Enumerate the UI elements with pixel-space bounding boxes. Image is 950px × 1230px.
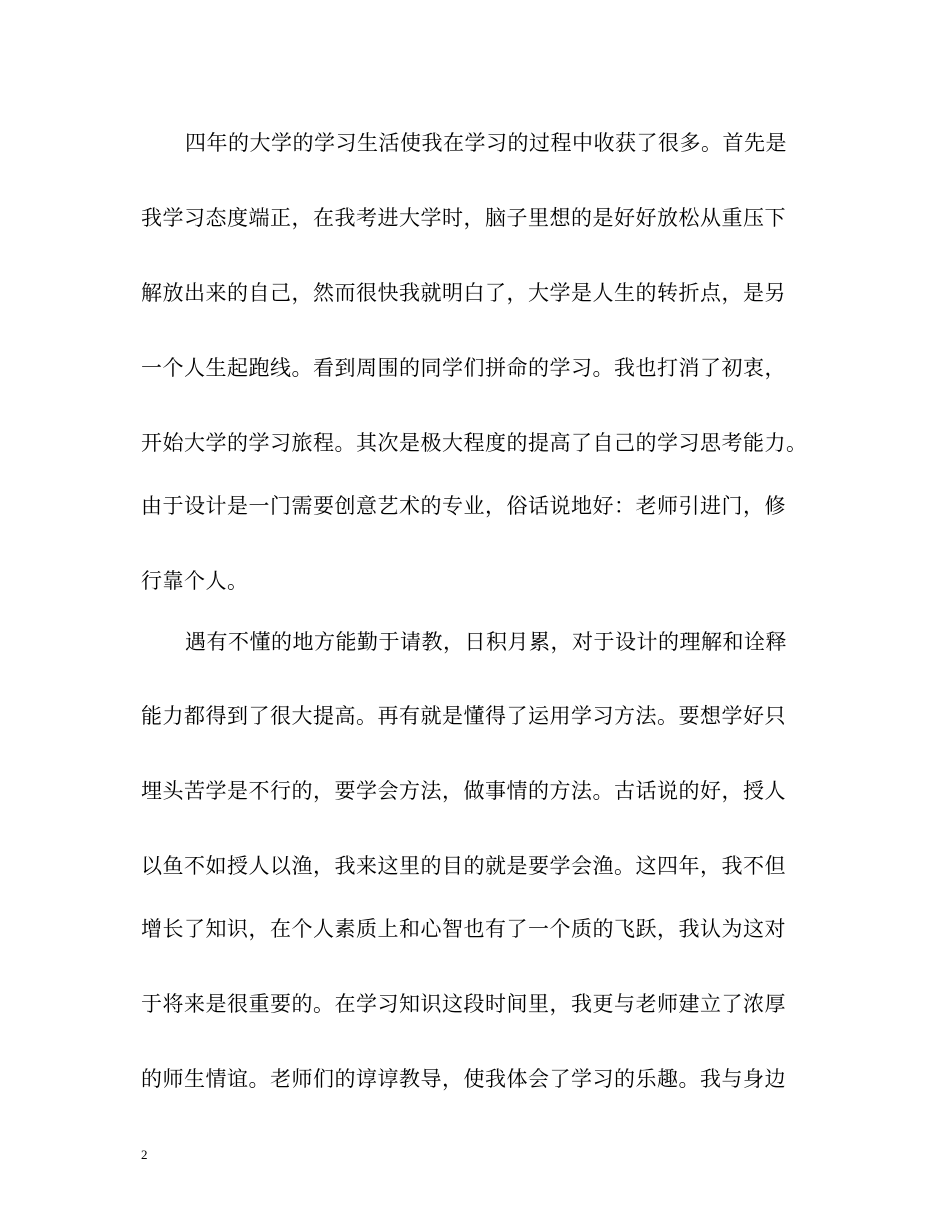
paragraph-1-line-4: 一个人生起跑线。看到周围的同学们拼命的学习。我也打消了初衷， — [141, 356, 786, 380]
page-number: 2 — [141, 1147, 148, 1162]
paragraph-2-line-5: 增长了知识，在个人素质上和心智也有了一个质的飞跃，我认为这对 — [141, 917, 786, 941]
paragraph-2-line-3: 埋头苦学是不行的，要学会方法，做事情的方法。古话说的好，授人 — [141, 779, 786, 803]
paragraph-1-line-1: 四年的大学的学习生活使我在学习的过程中收获了很多。首先是 — [185, 131, 787, 155]
paragraph-2-line-4: 以鱼不如授人以渔，我来这里的目的就是要学会渔。这四年，我不但 — [141, 854, 786, 878]
paragraph-1-line-7: 行靠个人。 — [141, 569, 249, 593]
paragraph-1-line-2: 我学习态度端正，在我考进大学时，脑子里想的是好好放松从重压下 — [141, 206, 786, 230]
paragraph-1-line-3: 解放出来的自己，然而很快我就明白了，大学是人生的转折点，是另 — [141, 281, 786, 305]
paragraph-1-line-5: 开始大学的学习旅程。其次是极大程度的提高了自己的学习思考能力。 — [141, 431, 808, 455]
paragraph-2-line-2: 能力都得到了很大提高。再有就是懂得了运用学习方法。要想学好只 — [141, 704, 786, 728]
paragraph-2-line-1: 遇有不懂的地方能勤于请教，日积月累，对于设计的理解和诠释 — [185, 630, 787, 654]
paragraph-1-line-6: 由于设计是一门需要创意艺术的专业，俗话说地好：老师引进门，修 — [141, 494, 786, 518]
paragraph-2-line-7: 的师生情谊。老师们的谆谆教导，使我体会了学习的乐趣。我与身边 — [141, 1067, 786, 1091]
paragraph-2-line-6: 于将来是很重要的。在学习知识这段时间里，我更与老师建立了浓厚 — [141, 992, 786, 1016]
